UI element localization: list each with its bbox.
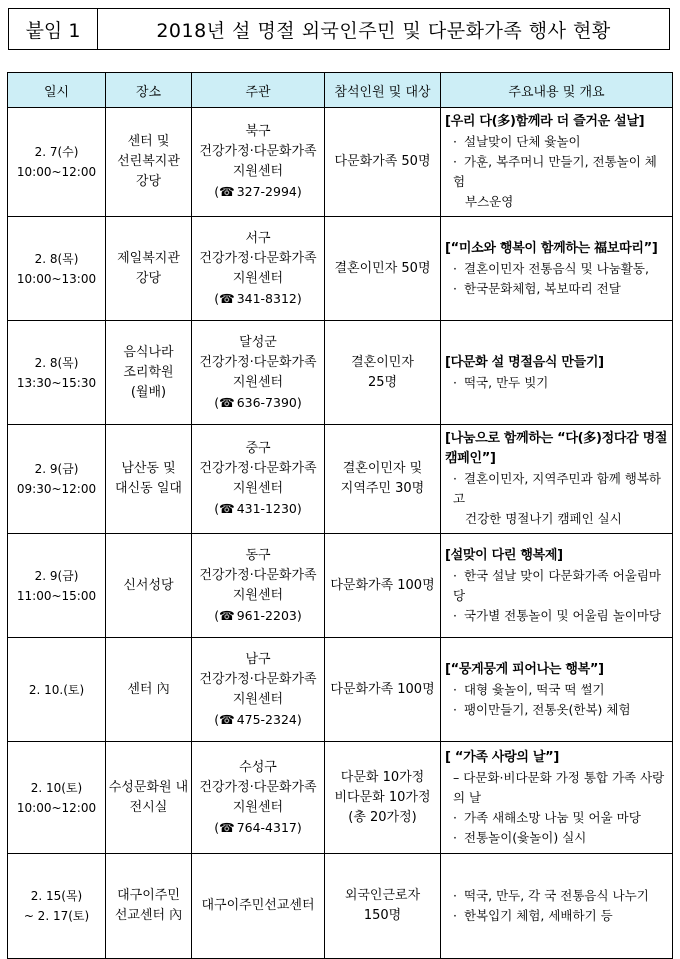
description-item-text: 팽이만들기, 전통옷(한복) 체험 bbox=[463, 701, 631, 717]
attendees-line: 결혼이민자 50명 bbox=[334, 260, 431, 276]
phone-text: 636-7390 bbox=[236, 394, 297, 410]
host-line: 지원센터 bbox=[232, 481, 284, 496]
place-cell bbox=[106, 638, 192, 742]
host-line: 지원센터 bbox=[232, 799, 284, 815]
attachment-tag: 붙임 1 bbox=[9, 9, 98, 49]
page-title: 2018년 설 명절 외국인주민 및 다문화가족 행사 현황 bbox=[156, 19, 611, 42]
host-line: 건강가정·다문화가족 bbox=[199, 354, 317, 370]
attendees-cell bbox=[325, 638, 441, 742]
host-cell bbox=[192, 638, 325, 742]
telephone-icon: (☎ bbox=[214, 184, 235, 199]
place-line: 전시실 bbox=[129, 799, 168, 815]
description-item bbox=[445, 808, 668, 828]
date-cell bbox=[8, 108, 106, 217]
place-cell bbox=[106, 108, 192, 217]
attendees-line: (총 20가정) bbox=[348, 809, 417, 825]
description-cell bbox=[441, 321, 673, 425]
date-line: 2. 8(목) bbox=[34, 251, 79, 266]
host-line: 남구 bbox=[245, 651, 271, 667]
host-line: 지원센터 bbox=[232, 691, 284, 707]
place-line: 제일복지관 bbox=[117, 250, 180, 266]
host-line: 지원센터 bbox=[232, 374, 284, 390]
bullet-dot: · bbox=[453, 681, 457, 697]
bullet-dot: · bbox=[453, 154, 457, 169]
date-line: 13:30~15:30 bbox=[16, 375, 97, 390]
host-line: 달성군 bbox=[239, 334, 277, 350]
place-line: 센터 內 bbox=[127, 681, 170, 697]
attendees-line: 25명 bbox=[367, 374, 398, 390]
telephone-icon: (☎ bbox=[214, 501, 235, 516]
host-line: 건강가정·다문화가족 bbox=[199, 461, 317, 476]
host-cell bbox=[192, 742, 325, 854]
place-line: 음식나라 bbox=[123, 344, 174, 360]
host-line: 건강가정·다문화가족 bbox=[199, 144, 317, 159]
description-item-text: 한국 설날 맞이 다문화가족 어울림마당 bbox=[453, 567, 662, 603]
bullet-dot: · bbox=[453, 809, 457, 825]
description-item-text: 떡국, 만두 빚기 bbox=[463, 374, 549, 390]
date-line: 11:00~15:00 bbox=[16, 588, 97, 603]
attendees-cell bbox=[325, 108, 441, 217]
description-item-text: 설날맞이 단체 윷놀이 bbox=[463, 134, 581, 149]
place-cell bbox=[106, 534, 192, 638]
bullet-dot: · bbox=[453, 607, 457, 623]
telephone-icon: (☎ bbox=[214, 711, 235, 727]
attendees-cell bbox=[325, 425, 441, 534]
telephone-icon: (☎ bbox=[214, 819, 235, 835]
bullet-dot: · bbox=[453, 471, 457, 486]
table-row bbox=[8, 108, 673, 217]
col-header-date: 일시 bbox=[8, 73, 106, 108]
attendees-line: 결혼이민자 bbox=[351, 354, 414, 370]
attendees-cell bbox=[325, 217, 441, 321]
date-line: 2. 9(금) bbox=[34, 568, 79, 583]
date-line: 10:00~12:00 bbox=[16, 165, 97, 179]
host-line: 건강가정·다문화가족 bbox=[199, 567, 317, 583]
attendees-line: 외국인근로자 bbox=[344, 888, 421, 903]
date-line: 09:30~12:00 bbox=[16, 482, 97, 496]
description-title: [우리 다(多)함께라 더 즐거운 설날] bbox=[445, 114, 645, 129]
date-line: 10:00~13:00 bbox=[16, 271, 97, 286]
description-item bbox=[445, 132, 668, 152]
date-cell bbox=[8, 638, 106, 742]
description-cell bbox=[441, 217, 673, 321]
date-line: ~ 2. 17(토) bbox=[23, 909, 90, 923]
description-item-text: 한복입기 체험, 세배하기 등 bbox=[463, 908, 613, 923]
bullet-dot: · bbox=[453, 829, 457, 845]
table-row bbox=[8, 638, 673, 742]
description-title: [“미소와 행복이 함께하는 福보따리”] bbox=[445, 240, 658, 256]
place-line: 선교센터 內 bbox=[114, 908, 183, 923]
title-box bbox=[8, 8, 670, 50]
phone-text: 764-4317 bbox=[236, 819, 297, 835]
telephone-icon: (☎ bbox=[214, 290, 235, 306]
table-row bbox=[8, 425, 673, 534]
phone-close: ) bbox=[296, 819, 302, 835]
col-header-host: 주관 bbox=[192, 73, 325, 108]
description-item bbox=[445, 606, 668, 626]
phone-number bbox=[192, 606, 324, 626]
description-continuation: 부스운영 bbox=[465, 194, 514, 209]
bullet-dot: · bbox=[453, 134, 457, 149]
place-line: 조리학원 bbox=[123, 364, 174, 380]
description-cell bbox=[441, 854, 673, 959]
phone-number bbox=[192, 289, 324, 309]
place-cell bbox=[106, 321, 192, 425]
attendees-line: 150명 bbox=[363, 908, 402, 923]
bullet-dot: · bbox=[453, 701, 457, 717]
date-line: 2. 15(목) bbox=[30, 889, 83, 903]
attendees-line: 다문화 10가정 bbox=[340, 769, 425, 785]
description-item bbox=[445, 828, 668, 848]
description-cell bbox=[441, 108, 673, 217]
description-cell bbox=[441, 425, 673, 534]
attendees-cell bbox=[325, 854, 441, 959]
bullet-dot: · bbox=[453, 908, 457, 923]
description-item bbox=[445, 259, 668, 279]
place-line: 강당 bbox=[135, 174, 162, 189]
place-line: 센터 및 bbox=[127, 134, 170, 149]
description-item bbox=[445, 152, 668, 192]
host-cell bbox=[192, 425, 325, 534]
host-cell bbox=[192, 321, 325, 425]
phone-text: 475-2324 bbox=[236, 711, 297, 727]
place-cell bbox=[106, 217, 192, 321]
description-title: [설맞이 다린 행복제] bbox=[445, 547, 563, 563]
phone-number bbox=[192, 818, 324, 838]
col-header-attendees: 참석인원 및 대상 bbox=[325, 73, 441, 108]
date-cell bbox=[8, 217, 106, 321]
attendees-cell bbox=[325, 321, 441, 425]
attendees-cell bbox=[325, 534, 441, 638]
phone-text: 341-8312 bbox=[236, 290, 297, 306]
date-cell bbox=[8, 742, 106, 854]
table-row bbox=[8, 217, 673, 321]
description-item-text: 국가별 전통놀이 및 어울림 놀이마당 bbox=[463, 607, 662, 623]
table-row bbox=[8, 742, 673, 854]
host-line: 지원센터 bbox=[232, 270, 284, 286]
phone-text: 961-2203 bbox=[236, 607, 297, 623]
description-item bbox=[445, 906, 668, 926]
place-line: 대구이주민 bbox=[117, 888, 180, 903]
date-line: 2. 7(수) bbox=[34, 145, 79, 159]
attendees-line: 다문화가족 100명 bbox=[330, 577, 435, 593]
bullet-dot: · bbox=[453, 374, 457, 390]
table-body bbox=[8, 108, 673, 959]
phone-close: ) bbox=[296, 501, 302, 516]
attendees-line: 지역주민 30명 bbox=[340, 481, 425, 496]
col-header-place: 장소 bbox=[106, 73, 192, 108]
bullet-dot: · bbox=[453, 260, 457, 276]
place-line: 수성문화원 내 bbox=[108, 779, 189, 795]
event-table bbox=[7, 72, 673, 959]
host-line: 건강가정·다문화가족 bbox=[199, 250, 317, 266]
host-line: 중구 bbox=[245, 441, 271, 456]
description-cell bbox=[441, 742, 673, 854]
description-title: [“뭉게뭉게 피어나는 행복”] bbox=[445, 661, 604, 677]
phone-close: ) bbox=[296, 184, 302, 199]
host-line: 동구 bbox=[245, 547, 271, 563]
phone-close: ) bbox=[296, 607, 302, 623]
bullet-dot: · bbox=[453, 280, 457, 296]
date-line: 2. 8(목) bbox=[34, 355, 79, 370]
host-cell bbox=[192, 854, 325, 959]
date-cell bbox=[8, 321, 106, 425]
description-item bbox=[445, 279, 668, 299]
telephone-icon: (☎ bbox=[214, 394, 235, 410]
description-item bbox=[445, 886, 668, 906]
phone-close: ) bbox=[296, 711, 302, 727]
description-item-text: 한국문화체험, 복보따리 전달 bbox=[463, 280, 621, 296]
description-subtitle: – 다문화·비다문화 가정 통합 가족 사랑의 날 bbox=[453, 769, 665, 805]
phone-close: ) bbox=[296, 290, 302, 306]
date-line: 10:00~12:00 bbox=[16, 800, 97, 815]
phone-number bbox=[192, 499, 324, 519]
description-item bbox=[445, 680, 668, 700]
date-cell bbox=[8, 534, 106, 638]
description-title: [나눔으로 함께하는 “다(多)정다감 명절 캠페인”] bbox=[445, 431, 668, 466]
description-item bbox=[445, 566, 668, 606]
date-cell bbox=[8, 425, 106, 534]
host-line: 수성구 bbox=[239, 759, 277, 775]
description-title: [ “가족 사랑의 날”] bbox=[445, 749, 559, 765]
description-item-text: 전통놀이(윷놀이) 실시 bbox=[463, 829, 587, 845]
attendees-line: 비다문화 10가정 bbox=[334, 789, 431, 805]
description-cell bbox=[441, 534, 673, 638]
place-line: 대신동 일대 bbox=[115, 481, 182, 496]
phone-close: ) bbox=[296, 394, 302, 410]
host-line: 대구이주민선교센터 bbox=[201, 898, 315, 913]
place-line: (월배) bbox=[130, 384, 167, 400]
host-line: 지원센터 bbox=[232, 164, 284, 179]
place-line: 신서성당 bbox=[123, 577, 174, 593]
host-cell bbox=[192, 534, 325, 638]
host-line: 건강가정·다문화가족 bbox=[199, 779, 317, 795]
description-item-text: 가족 새해소망 나눔 및 어울 마당 bbox=[463, 809, 641, 825]
description-item-text: 떡국, 만두, 각 국 전통음식 나누기 bbox=[463, 888, 649, 903]
description-item-text: 가훈, 복주머니 만들기, 전통놀이 체험 bbox=[453, 154, 657, 189]
description-item bbox=[445, 469, 668, 509]
description-title: [다문화 설 명절음식 만들기] bbox=[445, 354, 604, 370]
description-item bbox=[445, 373, 668, 393]
col-header-description: 주요내용 및 개요 bbox=[441, 73, 673, 108]
phone-number bbox=[192, 393, 324, 413]
place-cell bbox=[106, 742, 192, 854]
host-line: 서구 bbox=[245, 230, 271, 246]
description-item bbox=[445, 700, 668, 720]
table-header-row bbox=[8, 73, 673, 108]
date-line: 2. 9(금) bbox=[34, 462, 79, 476]
table-row bbox=[8, 854, 673, 959]
description-item-text: 대형 윷놀이, 떡국 떡 썰기 bbox=[463, 681, 605, 697]
telephone-icon: (☎ bbox=[214, 607, 235, 623]
attendees-line: 다문화가족 100명 bbox=[330, 681, 435, 697]
table-row bbox=[8, 534, 673, 638]
host-cell bbox=[192, 108, 325, 217]
phone-number bbox=[192, 182, 324, 202]
host-cell bbox=[192, 217, 325, 321]
date-cell bbox=[8, 854, 106, 959]
attendees-cell bbox=[325, 742, 441, 854]
description-continuation: 건강한 명절나기 캠페인 실시 bbox=[465, 511, 622, 526]
phone-text: 431-1230 bbox=[236, 501, 297, 516]
host-line: 건강가정·다문화가족 bbox=[199, 671, 317, 687]
place-line: 남산동 및 bbox=[121, 461, 176, 476]
phone-text: 327-2994 bbox=[236, 184, 297, 199]
place-cell bbox=[106, 425, 192, 534]
place-line: 선린복지관 bbox=[117, 154, 180, 169]
place-line: 강당 bbox=[135, 270, 162, 286]
place-cell bbox=[106, 854, 192, 959]
bullet-dot: · bbox=[453, 567, 457, 583]
description-item-text: 결혼이민자, 지역주민과 함께 행복하고 bbox=[453, 471, 662, 506]
phone-number bbox=[192, 710, 324, 730]
host-line: 북구 bbox=[245, 124, 271, 139]
bullet-dot: · bbox=[453, 888, 457, 903]
attendees-line: 다문화가족 50명 bbox=[334, 154, 431, 169]
description-item-text: 결혼이민자 전통음식 및 나눔활동, bbox=[463, 260, 649, 276]
date-line: 2. 10(토) bbox=[30, 780, 83, 795]
host-line: 지원센터 bbox=[232, 587, 284, 603]
attendees-line: 결혼이민자 및 bbox=[342, 461, 423, 476]
description-cell bbox=[441, 638, 673, 742]
table-row bbox=[8, 321, 673, 425]
date-line: 2. 10.(토) bbox=[28, 682, 85, 697]
